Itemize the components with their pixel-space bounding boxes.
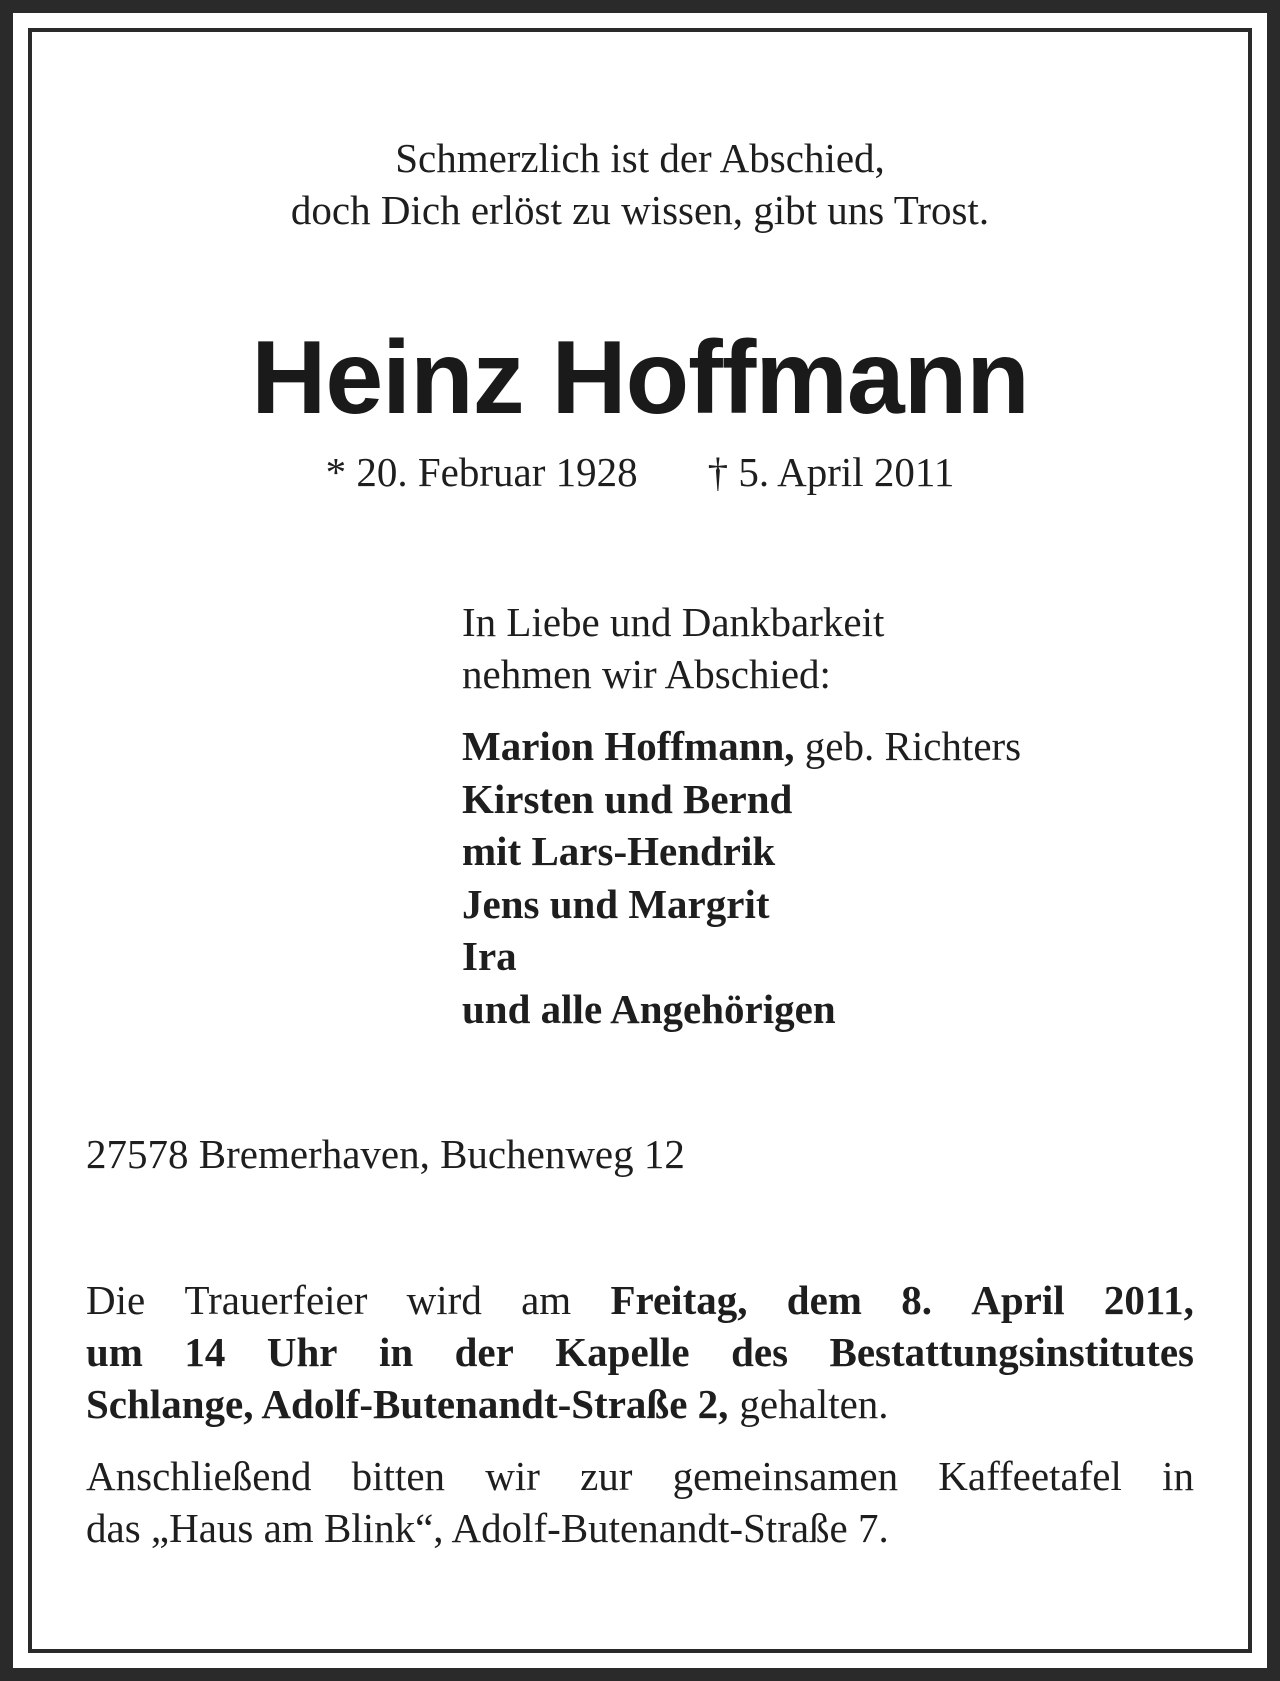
- family-address: 27578 Bremerhaven, Buchenweg 12: [86, 1131, 685, 1177]
- mourner-row: [462, 720, 1021, 773]
- word: Bestattungsinstitutes: [829, 1329, 1194, 1375]
- word: 8.: [901, 1277, 932, 1323]
- word: des: [731, 1329, 789, 1375]
- coffee-line-2: [86, 1502, 1194, 1554]
- mourner-row: Ira: [462, 933, 517, 979]
- ceremony-location: Schlange, Adolf-Butenandt-Straße 2,: [86, 1381, 729, 1427]
- word: 2011,: [1103, 1277, 1194, 1323]
- motto-line-1: Schmerzlich ist der Abschied,: [395, 135, 885, 181]
- word: Anschließend: [86, 1453, 312, 1499]
- mourner-row: Jens und Margrit: [462, 880, 770, 927]
- word: am: [521, 1277, 572, 1323]
- farewell-intro: [462, 596, 884, 700]
- word: Trauerfeier: [184, 1277, 368, 1323]
- mourner-row: und alle Angehörigen: [462, 985, 836, 1032]
- mourner-name: Marion Hoffmann,: [462, 723, 795, 769]
- mourner-row: mit Lars-Hendrik: [462, 828, 776, 874]
- word: Kaffeetafel: [938, 1453, 1122, 1499]
- ceremony-notice: [86, 1274, 1194, 1430]
- word: bitten: [351, 1453, 446, 1499]
- word: zur: [580, 1453, 633, 1499]
- word: gemeinsamen: [672, 1453, 899, 1499]
- life-dates: [0, 446, 1280, 498]
- coffee-notice: [86, 1450, 1194, 1554]
- motto: [0, 132, 1280, 236]
- word: wir: [485, 1453, 540, 1499]
- word: Kapelle: [555, 1329, 690, 1375]
- word: dem: [786, 1277, 862, 1323]
- word: 14: [184, 1329, 226, 1375]
- mourner-row: Kirsten und Bernd: [462, 775, 793, 822]
- coffee-location: das „Haus am Blink“, Adolf-Butenandt-Straße 7.: [86, 1505, 889, 1551]
- intro-line-1: In Liebe und Dankbarkeit: [462, 599, 885, 645]
- word: in: [1162, 1453, 1194, 1499]
- maiden-name: geb. Richters: [804, 723, 1022, 769]
- intro-line-2: nehmen wir Abschied:: [462, 651, 831, 697]
- word: Die: [86, 1277, 146, 1323]
- mourners-list: [462, 720, 1021, 1035]
- word: April: [971, 1277, 1065, 1323]
- coffee-line-1: [86, 1450, 1194, 1502]
- word: der: [454, 1329, 514, 1375]
- word: Uhr: [266, 1329, 338, 1375]
- ceremony-end: gehalten.: [739, 1381, 889, 1427]
- birth-date: * 20. Februar 1928: [325, 449, 638, 495]
- ceremony-line-3: [86, 1378, 1194, 1430]
- word: Freitag,: [610, 1277, 748, 1323]
- motto-line-2: doch Dich erlöst zu wissen, gibt uns Trost.: [290, 187, 990, 233]
- deceased-name: Heinz Hoffmann: [251, 320, 1029, 436]
- word: in: [378, 1329, 414, 1375]
- ceremony-line-1: [86, 1274, 1194, 1326]
- death-date: † 5. April 2011: [707, 449, 955, 495]
- word: um: [86, 1329, 143, 1375]
- ceremony-line-2: [86, 1326, 1194, 1378]
- word: wird: [406, 1277, 482, 1323]
